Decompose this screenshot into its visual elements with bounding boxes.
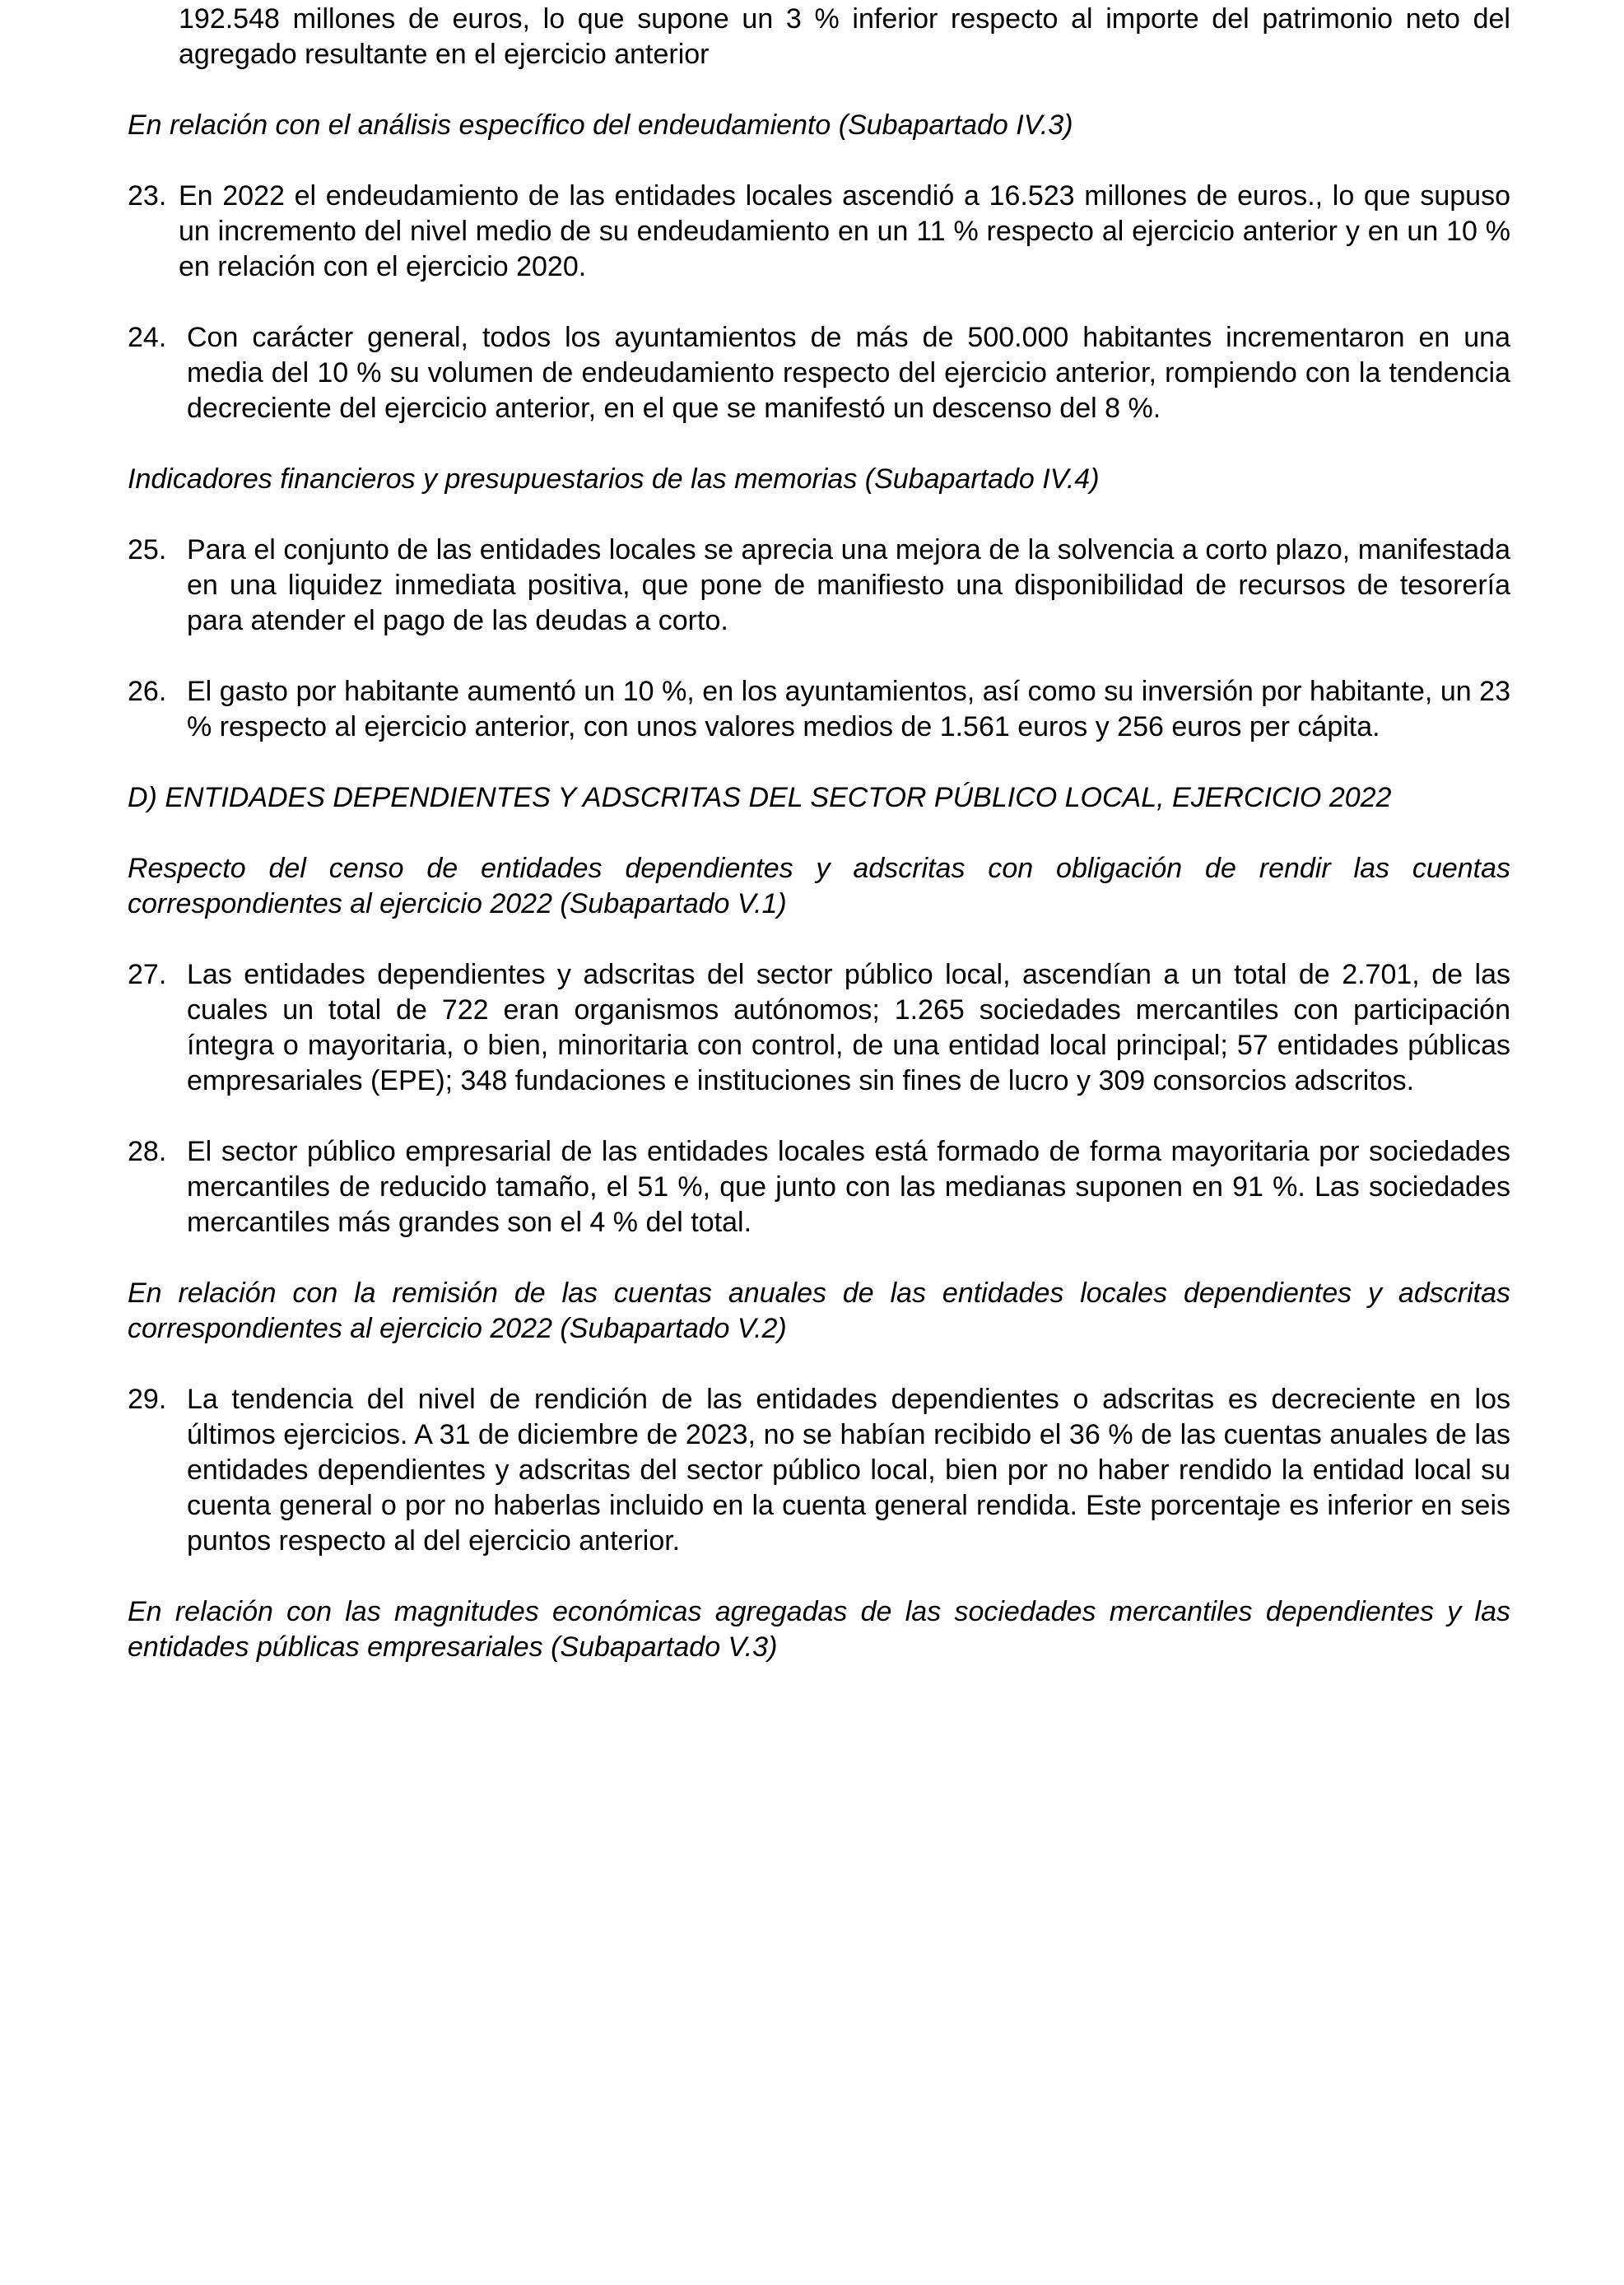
- heading-iv3: En relación con el análisis específico del endeudamiento (Subapartado IV.3): [128, 109, 1073, 141]
- paragraph-text: 192.548 millones de euros, lo que supone un 3 % inferior respecto al importe del patrimonio neto del agregado resultante en el ejercicio anterior: [179, 3, 1510, 70]
- paragraph-text: El sector público empresarial de las entidades locales está formado de forma mayoritaria por sociedades mercantiles de reducido tamaño, el 51 %, que junto con las medianas suponen en 91 %. Las sociedades mercantiles más grandes son el 4 % del total.: [187, 1136, 1510, 1238]
- paragraph-text: Con carácter general, todos los ayuntamientos de más de 500.000 habitantes incrementaron en una media del 10 % su volumen de endeudamiento respecto del ejercicio anterior, rompiendo con la tendencia decreciente del ejercicio anterior, en el que se manifestó un descenso del 8 %.: [187, 322, 1510, 424]
- paragraph-24: [128, 320, 1510, 426]
- paragraph-25: [128, 533, 1510, 639]
- heading-iv4: Indicadores financieros y presupuestarios de las memorias (Subapartado IV.4): [128, 463, 1100, 495]
- paragraph-26: [128, 674, 1510, 745]
- paragraph-text: En 2022 el endeudamiento de las entidades locales ascendió a 16.523 millones de euros., lo que supuso un incremento del nivel medio de su endeudamiento en un 11 % respecto al ejercicio anterior y en un 10 % en relación con el ejercicio 2020.: [179, 180, 1510, 282]
- paragraph-text: Las entidades dependientes y adscritas del sector público local, ascendían a un total de 2.701, de las cuales un total de 722 eran organismos autónomos; 1.265 sociedades mercantiles con participación íntegra o mayoritaria, o bien, minoritaria con control, de una entidad local principal; 57 entidades públicas empresariales (EPE); 348 fundaciones e instituciones sin fines de lucro y 309 consorcios adscritos.: [187, 959, 1510, 1096]
- paragraph-number: 27.: [128, 959, 167, 990]
- paragraph-29: [128, 1382, 1510, 1559]
- heading-v3: En relación con las magnitudes económicas agregadas de las sociedades mercantiles dependientes y las entidades públicas empresariales (Subapartado V.3): [128, 1596, 1510, 1663]
- heading-section-d: D) ENTIDADES DEPENDIENTES Y ADSCRITAS DEL SECTOR PÚBLICO LOCAL, EJERCICIO 2022: [128, 782, 1392, 813]
- paragraph-28: [128, 1134, 1510, 1240]
- paragraph-number: 28.: [128, 1136, 167, 1167]
- heading-v1: Respecto del censo de entidades dependientes y adscritas con obligación de rendir las cuentas correspondientes al ejercicio 2022 (Subapartado V.1): [128, 853, 1510, 919]
- paragraph-text: Para el conjunto de las entidades locales se aprecia una mejora de la solvencia a corto plazo, manifestada en una liquidez inmediata positiva, que pone de manifiesto una disponibilidad de recursos de tesorería para atender el pago de las deudas a corto.: [187, 534, 1510, 636]
- paragraph-number: 29.: [128, 1384, 167, 1415]
- document-page: [128, 0, 1510, 1701]
- paragraph-number: 23.: [128, 180, 167, 212]
- paragraph-22-continuation: [128, 2, 1510, 72]
- paragraph-27: [128, 957, 1510, 1099]
- paragraph-number: 26.: [128, 676, 167, 707]
- paragraph-23: [128, 179, 1510, 285]
- paragraph-number: 24.: [128, 322, 167, 353]
- heading-v2: En relación con la remisión de las cuentas anuales de las entidades locales dependientes y adscritas correspondientes al ejercicio 2022 (Subapartado V.2): [128, 1277, 1510, 1344]
- paragraph-text: El gasto por habitante aumentó un 10 %, en los ayuntamientos, así como su inversión por habitante, un 23 % respecto al ejercicio anterior, con unos valores medios de 1.561 euros y 256 euros per cápita.: [187, 676, 1510, 742]
- paragraph-number: 25.: [128, 534, 167, 565]
- paragraph-text: La tendencia del nivel de rendición de las entidades dependientes o adscritas es decreciente en los últimos ejercicios. A 31 de diciembre de 2023, no se habían recibido el 36 % de las cuentas anuales de las entidades dependientes y adscritas del sector público local, bien por no haber rendido la entidad local su cuenta general o por no haberlas incluido en la cuenta general rendida. Este porcentaje es inferior en seis puntos respecto al del ejercicio anterior.: [187, 1384, 1510, 1557]
